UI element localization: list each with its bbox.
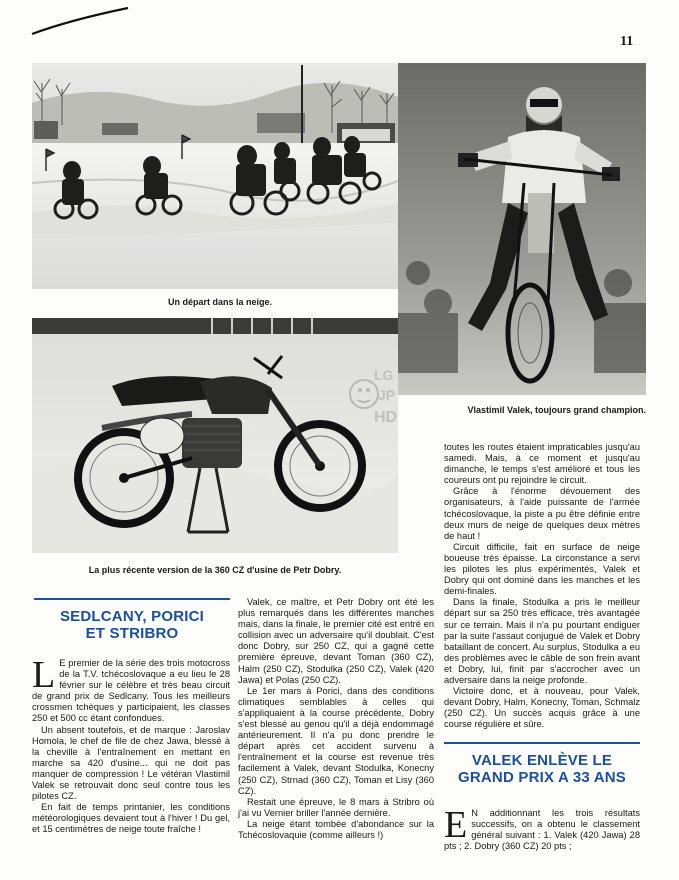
article1-para-2: Un absent toutefois, et de marque : Jaroslav Homola, le chef de file de chez Jawa, blessé à la cheville à l'entraînement en mettant en marche sa 420 d'usine... qui ne doit pas manquer de compression ! Le vétéran Vlastimil Valek se retrouvait donc seul contre tous les pilotes CZ.	[32, 724, 230, 802]
article1-para-9: Grâce à l'énorme dévouement des organisateurs, à l'aide puissante de l'armée tchécoslovaque, la piste a pu être définie entre deux murs de neige de quelques deux mètres de haut !	[444, 486, 640, 541]
article1-para-5: Le 1er mars à Porici, dans des conditions climatiques semblables à celles qui s'appliquaient à la course précédente, Dobry s'est blessé au genou qu'il a déjà endommagé antérieurement. Il n'a pu donc prendre le départ après cet accident survenu à l'entraînement et la course est revenue très facilement à Valek, devant Stodulka, Konecny (250 CZ), Strnad (360 CZ), Toman et Lisy (360 CZ).	[238, 685, 434, 796]
article1-column-3	[444, 442, 640, 730]
article1-para-12: Victoire donc, et à nouveau, pour Valek, devant Dobry, Halm, Konecny, Toman, Schmalz (250 CZ). Un succès acquis grâce à une course régulière et sûre.	[444, 686, 640, 730]
page-number: 11	[620, 34, 634, 49]
photo-cz-360-bike	[32, 318, 398, 553]
article2-para-1: E N additionnant les trois résultats successifs, on a obtenu le classement général suivant : 1. Valek (420 Jawa) 28 pts ; 2. Dobry (360 CZ) 20 pts ;	[444, 804, 640, 852]
article1-para-3: En fait de temps printanier, les conditions météorologiques devaient tout à l'hiver ! Du gel, et 15 centimètres de neige toute fraîche !	[32, 802, 230, 835]
watermark-logo	[344, 360, 404, 432]
article2-headline-box	[444, 742, 640, 786]
article1-headline-box	[34, 598, 230, 642]
article1-para-10: Circuit difficile, fait en surface de neige boueuse très épaisse. La circonstance a servi les pilotes les plus expérimentés, Valek et Dobry qui ont dominé dans les manches et les demi-finales.	[444, 541, 640, 597]
caption-bike: La plus récente version de la 360 CZ d'usine de Petr Dobry.	[88, 565, 342, 575]
article1-column-1	[32, 654, 230, 836]
svg-text:JP: JP	[378, 387, 396, 403]
article2-body	[444, 804, 640, 852]
article1-para-1: L E premier de la série des trois motocross de la T.V. tchécoslovaque a eu lieu le 28 février sur le célèbre et très beau circuit de grand prix de Sedlcany. Tous les meilleurs crossmen tchèques y participaient, les classes 250 et 500 cc étant confondues.	[32, 654, 230, 724]
svg-text:HD: HD	[374, 409, 398, 426]
corner-stroke	[30, 6, 130, 36]
article1-headline: SEDLCANY, PORICI ET STRIBRO	[59, 608, 205, 642]
article2-dropcap: E	[444, 804, 468, 846]
caption-rider: Vlastimil Valek, toujours grand champion.	[467, 405, 646, 415]
article1-para-4: Valek, ce maître, et Petr Dobry ont été les plus remarqués dans les différentes manches mais, dans la finale, le premier cité est entré en collision avec un adversaire qu'il doublait. C'est donc Dobry, sur 250 CZ, qui a gagné cette première épreuve, devant Toman (360 CZ), Halm (250 CZ), Stodulka (250 CZ), Valek (420 Jawa) et Polas (250 CZ).	[238, 597, 434, 685]
article1-para-6: Restait une épreuve, le 8 mars à Stribro où j'ai vu Vernier briller l'année dernière.	[238, 796, 434, 818]
article1-dropcap: L	[32, 654, 56, 696]
photo-rider-valek	[398, 63, 646, 395]
photo-start-in-snow	[32, 63, 398, 289]
article1-para-11: Dans la finale, Stodulka a pris le meilleur départ sur sa 250 très efficace, très avantagée sur ce terrain. Mais il n'a pu pourtant endiguer par la suite l'assaut conjugué de Valek et Dobry bataillant de concert. Au surplus, Stodulka a eu des problèmes avec le câble de son frein avant et Dobry, lui, finit par s'accrocher avec un adversaire dans la neige profonde.	[444, 597, 640, 685]
article1-para-8: toutes les routes étaient impraticables jusqu'au samedi. Mais, à ce moment et jusqu'au dimanche, le temps s'est amélioré et tous les coureurs ont pu rejoindre le circuit.	[444, 442, 640, 486]
article2-headline: VALEK ENLÈVE LE GRAND PRIX A 33 ANS	[458, 752, 626, 786]
caption-start: Un départ dans la neige.	[167, 297, 273, 307]
svg-text:LG: LG	[374, 367, 394, 383]
article1-column-2	[238, 597, 434, 841]
article1-para-7: La neige étant tombée d'abondance sur la Tchécoslovaquie (comme ailleurs !)	[238, 818, 434, 840]
